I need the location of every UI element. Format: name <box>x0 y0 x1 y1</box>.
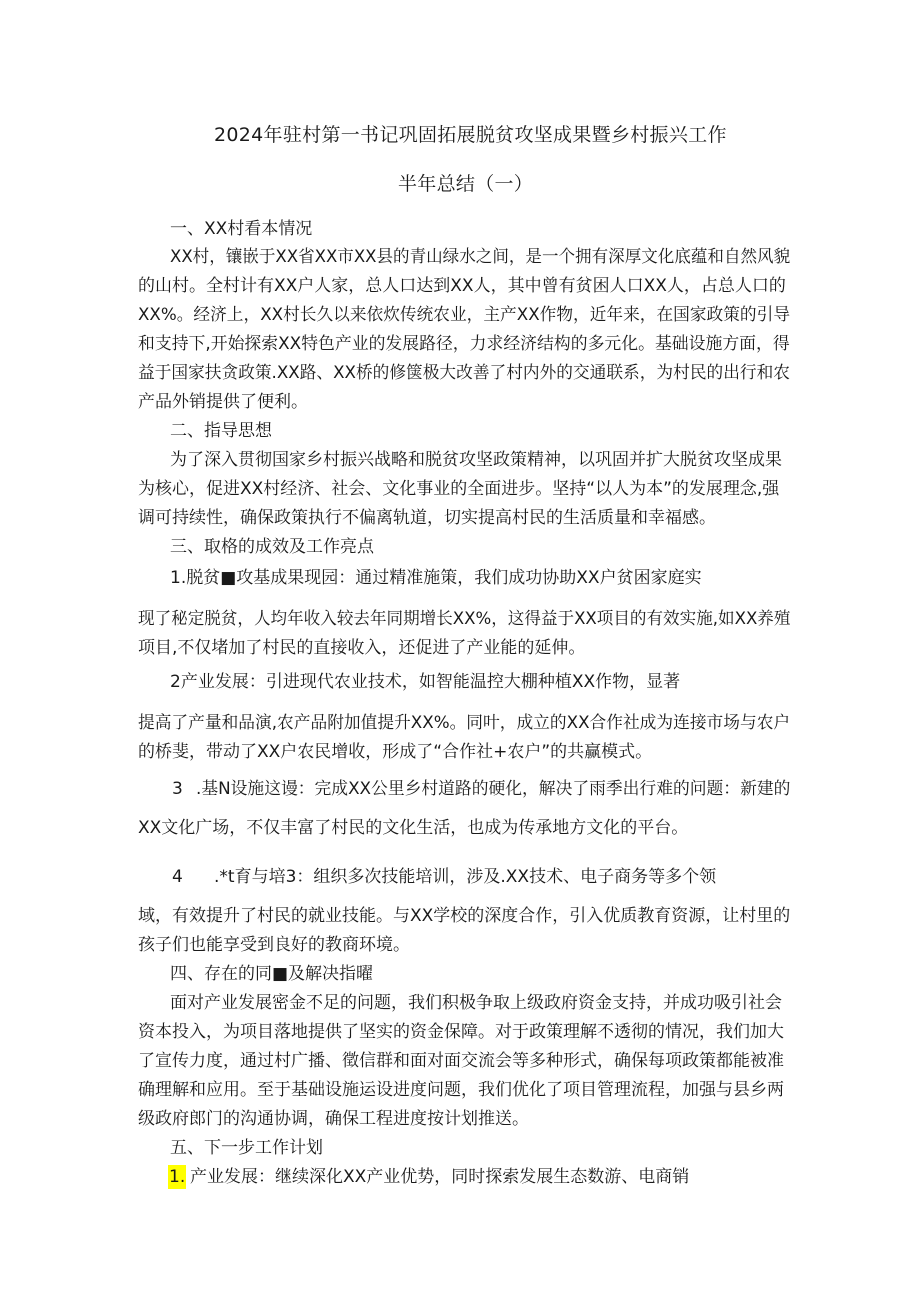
section-1-line: XX%。经济上，XX村长久以来依炊传统农业，主产XX作物，近年来，在国家政策的引导 <box>138 305 791 325</box>
section-5-item-1-text: 产业发展：继续深化XX产业优势，同时探索发展生态数游、电商销 <box>190 1167 690 1187</box>
section-3-item-1-lead: 1.脱贫■攻基成果现园：通过精准施策，我们成功协助XX户贫困家庭实 <box>170 568 702 588</box>
section-3-item-4-number: 4 <box>172 867 183 887</box>
document-title-line-1: 2024年驻村第一书记巩固拓展脱贫攻坚成果暨乡村振兴工作 <box>214 124 727 146</box>
section-4-line: 级政府郎门的沟通协调，确保工程进度按计划推送。 <box>138 1109 529 1129</box>
section-2-line: 为核心，促进XX村经济、社会、文化事业的全面进步。坚持“以人为本”的发展理念,强 <box>138 479 780 499</box>
section-4-heading: 四、存在的同■及解决指曜 <box>170 964 374 984</box>
section-3-item-2-lead: 2产业发展：引进现代农业技术，如智能温控大棚种植XX作物，显著 <box>170 672 681 692</box>
section-1-line: XX村，镶嵌于XX省XX市XX县的青山绿水之间，是一个拥有深厚文化底蕴和自然风貌 <box>170 247 791 267</box>
section-1-line: 和支持下,开始探索XX特色产业的发展路径，力求经济结构的多元化。基础设施方面，得 <box>138 334 790 354</box>
section-4-line: 面对产业发展密金不足的问题，我们积极争取上级政府资金支持，并成功吸引社会 <box>170 993 782 1013</box>
section-2-line: 为了深入贯彻国家乡村振兴战略和脱贫攻坚政策精神，以巩固并扩大脱贫攻坚成果 <box>170 450 782 470</box>
section-1-line: 的山村。全村计有XX户人家，总人口达到XX人，其中曾有贫困人口XX人，占总人口的 <box>138 276 786 296</box>
section-3-item-3-line: XX文化广场，不仅丰富了村民的文化生活，也成为传承地方文化的平台。 <box>138 818 689 838</box>
section-3-item-1-line: 项目,不仅堵加了村民的直接收入，还促进了产业能的延伸。 <box>138 638 586 658</box>
section-5-item-1-number: 1. <box>169 1167 186 1187</box>
document-title-line-2: 半年总结（一） <box>398 173 534 195</box>
section-3-item-2-line: 的桥斐，带动了XX户农民增收，形成了“合作社+农户”的共赢模式。 <box>138 742 653 762</box>
section-2-heading: 二、指导思想 <box>170 421 272 441</box>
section-3-item-1-line: 现了秘定脱贫，人均年收入较去年同期增长XX%，这得益于XX项目的有效实施,如XX养殖 <box>138 609 791 629</box>
section-3-item-3-lead: .基N设施这谩：完成XX公里乡村道路的硬化，解决了雨季出行难的问题：新建的 <box>196 779 791 799</box>
section-3-item-4-line: 域，有效提升了村民的就业技能。与XX学校的深度合作，引入优质教育资源，让村里的 <box>138 906 791 926</box>
section-1-line: 益于国家扶贪政策.XX路、XX桥的修箧极大改善了村内外的交通联系，为村民的出行和农 <box>138 363 790 383</box>
section-4-line: 了宣传力度，通过村广播、徵信群和面对面交流会等多种形式，确保每项政策都能被准 <box>138 1051 784 1071</box>
section-1-heading: 一、XX村看本情况 <box>170 219 313 239</box>
section-3-heading: 三、取格的成效及工作亮点 <box>170 537 374 557</box>
section-1-line: 产品外销提供了便利。 <box>138 392 308 412</box>
section-4-line: 资本投入，为项目落地提供了坚实的资金保障。对于政策理解不透彻的情况，我们加大 <box>138 1022 784 1042</box>
section-5-heading: 五、下一步工作计划 <box>170 1138 323 1158</box>
section-3-item-3-number: 3 <box>172 779 183 799</box>
section-3-item-2-line: 提高了产量和品演,农产品附加值提升XX%。同叶，成立的XX合作社成为连接市场与农户 <box>138 713 791 733</box>
section-3-item-4-lead: .*t育与培3：组织多次技能培训，涉及.XX技术、电子商务等多个领 <box>214 867 717 887</box>
section-3-item-4-line: 孩子们也能享受到良好的教商环境。 <box>138 935 410 955</box>
section-4-line: 确理解和应用。至于基础设施运设进度问题，我们优化了项目管理流程，加强与县乡两 <box>138 1080 784 1100</box>
section-2-line: 调可持续性，确保政策执行不偏离轨道，切实提高村民的生活质量和幸福感。 <box>138 508 716 528</box>
